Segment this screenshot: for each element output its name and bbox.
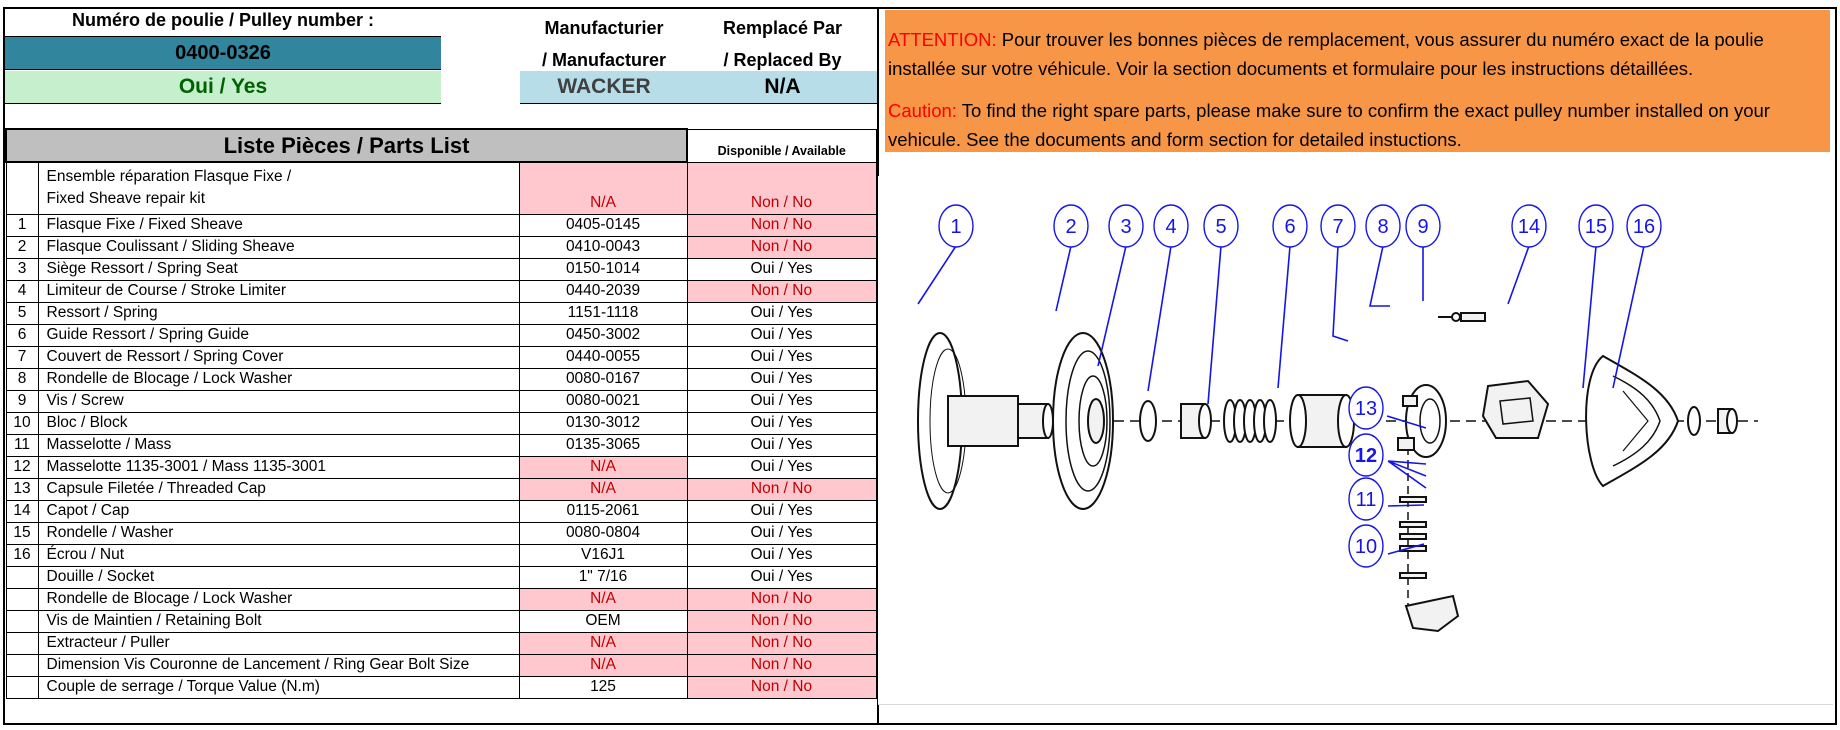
pulley-status-value: Oui / Yes [178,75,268,98]
parts-rows [6,214,876,698]
row-description: Rondelle / Washer [38,522,519,544]
manufacturer-label-1: Manufacturier [544,18,664,38]
row-description: Vis de Maintien / Retaining Bolt [38,610,519,632]
callout-number: 4 [1165,216,1177,238]
cap-part [1586,356,1678,486]
spring-seat-part [1140,401,1156,441]
row-availability: Non / No [687,214,876,236]
row-part-number: 0080-0021 [519,390,687,412]
callout-number: 9 [1417,216,1429,238]
table-row [6,544,876,566]
row-number: 16 [6,544,38,566]
row-availability: Oui / Yes [687,258,876,280]
row-availability: Oui / Yes [687,434,876,456]
row-number: 9 [6,390,38,412]
parts-list-title-text: Liste Pièces / Parts List [223,132,470,158]
row-number [6,654,38,676]
row-part-number: 0115-2061 [519,500,687,522]
nut-part [1718,409,1737,433]
row-availability: Oui / Yes [687,522,876,544]
table-row [6,522,876,544]
row-number: 5 [6,302,38,324]
row-description: Rondelle de Blocage / Lock Washer [38,368,519,390]
parts-list-title [6,129,687,162]
row-part-number: N/A [519,654,687,676]
row-number: 11 [6,434,38,456]
row-description: Écrou / Nut [38,544,519,566]
row-availability: Non / No [687,588,876,610]
row-description: Flasque Fixe / Fixed Sheave [38,214,519,236]
row-availability: Oui / Yes [687,324,876,346]
kit-desc-line-2: Fixed Sheave repair kit [46,190,206,208]
row-number: 13 [6,478,38,500]
table-row [6,610,876,632]
table-row [6,390,876,412]
row-description: Vis / Screw [38,390,519,412]
row-number: 15 [6,522,38,544]
callout-number: 6 [1284,216,1296,238]
manufacturer-label-2: / Manufacturer [541,50,667,70]
kit-available [687,162,876,214]
row-description: Dimension Vis Couronne de Lancement / Ring Gear Bolt Size [38,654,519,676]
row-availability: Oui / Yes [687,346,876,368]
row-availability: Non / No [687,280,876,302]
row-number [6,676,38,698]
row-number: 4 [6,280,38,302]
table-row [6,214,876,236]
row-part-number: OEM [519,610,687,632]
row-description: Douille / Socket [38,566,519,588]
row-availability: Oui / Yes [687,302,876,324]
replaced-label-2: / Replaced By [723,50,842,70]
row-part-number: 0080-0167 [519,368,687,390]
replaced-label-1: Remplacé Par [722,18,843,38]
callout-number: 2 [1065,216,1077,238]
row-number: 8 [6,368,38,390]
row-description: Bloc / Block [38,412,519,434]
row-part-number: 125 [519,676,687,698]
row-availability: Oui / Yes [687,566,876,588]
row-description: Capsule Filetée / Threaded Cap [38,478,519,500]
row-part-number: 0080-0804 [519,522,687,544]
replaced-value-cell [688,71,877,104]
kit-desc [38,162,519,214]
row-part-number: 1151-1118 [519,302,687,324]
notice-box [885,10,1830,152]
replaced-value: N/A [764,75,801,98]
callout-number: 10 [1354,536,1378,558]
row-availability: Oui / Yes [687,368,876,390]
washer-part [1688,407,1700,435]
row-availability: Oui / Yes [687,456,876,478]
row-description: Flasque Coulissant / Sliding Sheave [38,236,519,258]
pulley-number [5,36,441,70]
manufacturer-header [520,12,688,76]
callout-number: 16 [1632,216,1656,238]
row-part-number: 1" 7/16 [519,566,687,588]
row-number: 7 [6,346,38,368]
callout-number: 14 [1517,216,1541,238]
row-part-number: 0440-2039 [519,280,687,302]
table-row [6,280,876,302]
callout-group [939,205,1661,567]
row-number: 1 [6,214,38,236]
table-row [6,676,876,698]
callout-number: 1 [950,216,962,238]
manufacturer-value-cell [520,71,688,104]
callout-number: 7 [1332,216,1344,238]
spring-part [1224,400,1276,442]
table-row [6,566,876,588]
row-number: 12 [6,456,38,478]
row-description: Ressort / Spring [38,302,519,324]
row-number [6,566,38,588]
block-part [1483,381,1548,438]
row-number [6,632,38,654]
row-availability: Non / No [687,610,876,632]
row-availability: Oui / Yes [687,412,876,434]
callout-number: 12 [1354,445,1378,467]
attention-text: Pour trouver les bonnes pièces de remplacement, vous assurer du numéro exact de la poulie installée sur votre véhicule. Voir la section documents et formulaire pour les instructions détaillées. [888,29,1764,79]
table-row [6,456,876,478]
row-number: 3 [6,258,38,280]
replaced-header [688,12,877,76]
row-availability: Oui / Yes [687,500,876,522]
callout-number: 3 [1120,216,1132,238]
row-number [6,588,38,610]
row-description: Masselotte / Mass [38,434,519,456]
row-number: 14 [6,500,38,522]
table-row [6,258,876,280]
available-header [687,129,876,162]
caution-label: Caution: [888,100,957,121]
attention-label: ATTENTION: [888,29,997,50]
row-availability: Non / No [687,632,876,654]
row-availability: Non / No [687,236,876,258]
row-description: Couvert de Ressort / Spring Cover [38,346,519,368]
kit-code-text: N/A [590,193,616,211]
mass-parts [1400,497,1426,578]
table-row [6,654,876,676]
kit-desc-line-1: Ensemble réparation Flasque Fixe / [46,168,292,186]
spring-guide-part [1290,395,1354,447]
row-description: Capot / Cap [38,500,519,522]
attention-paragraph [888,25,1820,83]
parts-table [5,128,877,699]
row-part-number: N/A [519,588,687,610]
row-description: Masselotte 1135-3001 / Mass 1135-3001 [38,456,519,478]
stroke-limiter-part [1181,404,1211,438]
kit-code [519,162,687,214]
row-description: Guide Ressort / Spring Guide [38,324,519,346]
sliding-sheave-part [1053,333,1113,509]
row-number [6,610,38,632]
callout-number: 15 [1584,216,1608,238]
parts-title-row [6,129,876,162]
table-row [6,500,876,522]
row-number: 2 [6,236,38,258]
pulley-number-value: 0400-0326 [175,41,271,64]
table-row [6,412,876,434]
lower-block-part [1406,596,1458,631]
available-header-text: Disponible / Available [717,143,846,158]
caution-paragraph [888,96,1820,154]
row-part-number: 0405-0145 [519,214,687,236]
row-part-number: N/A [519,632,687,654]
table-row [6,478,876,500]
row-availability: Oui / Yes [687,390,876,412]
row-description: Rondelle de Blocage / Lock Washer [38,588,519,610]
diagram-panel [878,176,1833,705]
row-part-number: 0130-3012 [519,412,687,434]
row-availability: Oui / Yes [687,544,876,566]
manufacturer-value: WACKER [557,75,651,98]
table-row [6,236,876,258]
table-row [6,434,876,456]
row-availability: Non / No [687,478,876,500]
row-description: Extracteur / Puller [38,632,519,654]
fixed-sheave-part [918,333,1053,509]
row-description: Limiteur de Course / Stroke Limiter [38,280,519,302]
table-row [6,346,876,368]
pulley-status [5,71,441,104]
row-part-number: 0410-0043 [519,236,687,258]
row-availability: Non / No [687,676,876,698]
callout-number: 8 [1377,216,1389,238]
row-part-number: 0150-1014 [519,258,687,280]
pulley-exploded-diagram [878,176,1833,704]
table-row [6,302,876,324]
row-description: Siège Ressort / Spring Seat [38,258,519,280]
lock-washer-screw-part [1438,313,1485,321]
row-part-number: V16J1 [519,544,687,566]
table-row [6,632,876,654]
row-part-number: N/A [519,456,687,478]
kit-row [6,162,876,214]
row-part-number: 0450-3002 [519,324,687,346]
table-row [6,588,876,610]
row-description: Couple de serrage / Torque Value (N.m) [38,676,519,698]
row-availability: Non / No [687,654,876,676]
callout-number: 5 [1215,216,1227,238]
table-row [6,324,876,346]
row-part-number: 0135-3065 [519,434,687,456]
row-part-number: N/A [519,478,687,500]
kit-available-text: Non / No [750,193,813,211]
pulley-label: Numéro de poulie / Pulley number : [71,10,375,30]
row-number: 6 [6,324,38,346]
kit-num [6,162,38,214]
caution-text: To find the right spare parts, please make sure to confirm the exact pulley number installed on your vehicule. See the documents and form section for detailed instuctions. [888,100,1770,150]
callout-number: 11 [1355,489,1377,511]
row-number: 10 [6,412,38,434]
table-row [6,368,876,390]
callout-number: 13 [1354,398,1378,420]
row-part-number: 0440-0055 [519,346,687,368]
